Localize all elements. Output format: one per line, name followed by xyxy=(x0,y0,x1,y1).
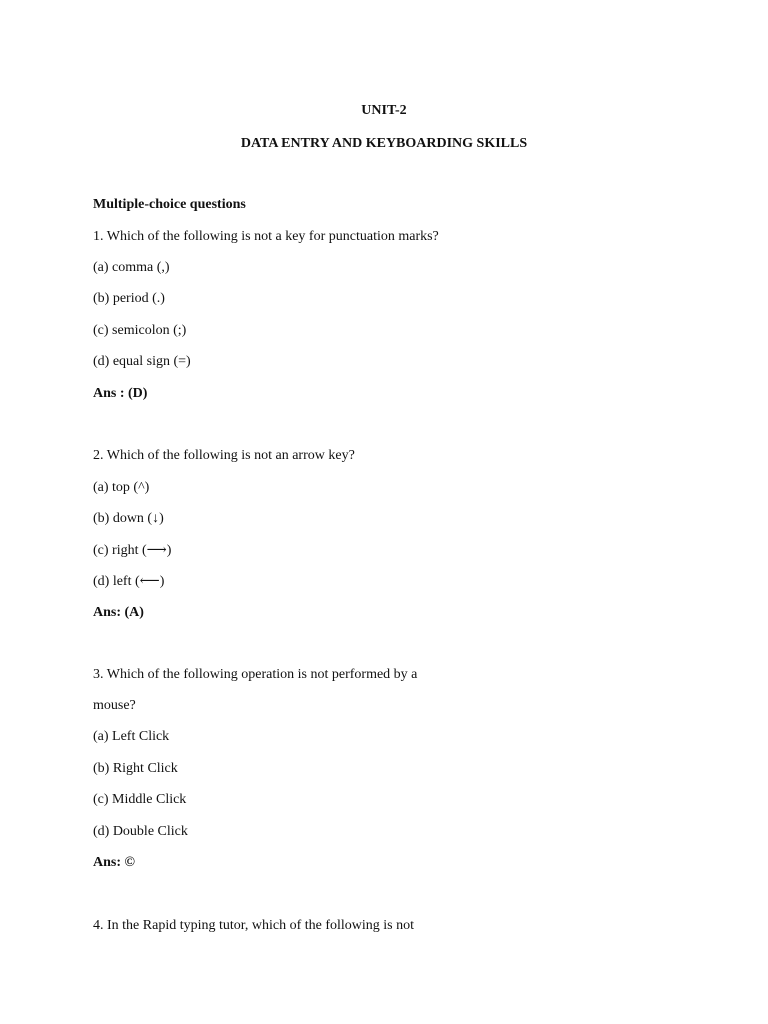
question-1-option-c: (c) semicolon (;) xyxy=(93,323,187,338)
question-2-text: 2. Which of the following is not an arrow key? xyxy=(93,448,355,463)
question-4-text: 4. In the Rapid typing tutor, which of the following is not xyxy=(93,918,415,933)
question-3-option-d: (d) Double Click xyxy=(93,824,188,839)
unit-heading: UNIT-2 xyxy=(361,103,407,118)
question-1-text: 1. Which of the following is not a key for punctuation marks? xyxy=(93,229,439,244)
question-1-answer: Ans : (D) xyxy=(93,386,148,401)
document-title: DATA ENTRY AND KEYBOARDING SKILLS xyxy=(240,136,528,151)
question-1-option-a: (a) comma (,) xyxy=(93,260,170,275)
question-2-option-a: (a) top (^) xyxy=(93,480,150,495)
question-2-option-c: (c) right (⟶) xyxy=(93,543,172,558)
question-1-option-d: (d) equal sign (=) xyxy=(93,354,191,369)
question-3-option-b: (b) Right Click xyxy=(93,761,178,776)
question-2-option-d: (d) left (⟵) xyxy=(93,574,165,589)
section-heading: Multiple-choice questions xyxy=(93,197,246,212)
question-2-option-b: (b) down (↓) xyxy=(93,511,164,526)
question-3-text-line-1: 3. Which of the following operation is not performed by a xyxy=(93,667,418,682)
question-1-option-b: (b) period (.) xyxy=(93,291,165,306)
question-3-answer: Ans: © xyxy=(93,855,135,870)
question-3-text-line-2: mouse? xyxy=(93,698,136,713)
question-3-option-a: (a) Left Click xyxy=(93,729,170,744)
question-3-option-c: (c) Middle Click xyxy=(93,792,187,807)
question-2-answer: Ans: (A) xyxy=(93,605,144,620)
